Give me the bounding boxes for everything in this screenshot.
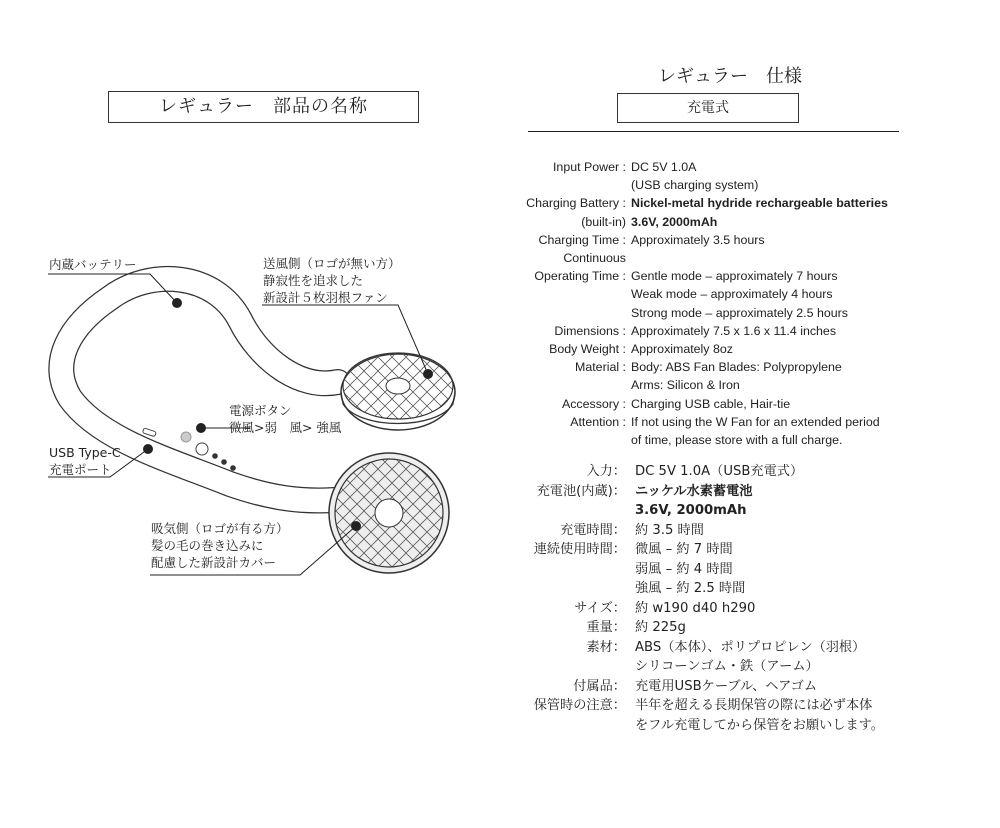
usb-port-label: USB Type-C 充電ポート <box>49 445 121 477</box>
spec-key: Material : <box>575 360 626 375</box>
spec-key: 連続使用時間： <box>533 542 626 557</box>
spec-value: Arms: Silicon & Iron <box>631 378 740 393</box>
spec-value: DC 5V 1.0A（USB充電式） <box>635 464 804 479</box>
spec-value: 3.6V, 2000mAh <box>635 503 747 518</box>
spec-subheading: 充電式 <box>617 93 799 123</box>
spec-value: 約 225g <box>635 620 686 635</box>
spec-key: Dimensions : <box>554 323 626 338</box>
spec-value: Approximately 7.5 x 1.6 x 11.4 inches <box>631 323 837 338</box>
spec-value: をフル充電してから保管をお願いします。 <box>635 717 884 733</box>
spec-value: Gentle mode – approximately 7 hours <box>631 269 838 284</box>
inlet-fan-label: 吸気側（ロゴが有る方） 髪の毛の巻き込みに 配慮した新設計カバー <box>151 521 289 570</box>
spec-value: ABS（本体）、ポリプロピレン（羽根） <box>635 639 866 655</box>
spec-value: (USB charging system) <box>631 178 759 193</box>
spec-key: Charging Time : <box>538 232 626 247</box>
spec-key: 充電池(内蔵)： <box>536 483 626 499</box>
spec-value: 弱風 – 約 4 時間 <box>635 561 733 577</box>
spec-value: Strong mode – approximately 2.5 hours <box>631 305 848 320</box>
spec-key: Accessory : <box>561 396 626 411</box>
spec-key: (built-in) <box>581 214 626 229</box>
spec-key: Input Power : <box>552 160 626 174</box>
spec-value: DC 5V 1.0A <box>631 160 697 174</box>
spec-key: サイズ： <box>574 600 626 616</box>
spec-value: of time, please store with a full charge. <box>631 433 843 447</box>
spec-value: Weak mode – approximately 4 hours <box>631 287 833 302</box>
spec-key: Charging Battery : <box>526 196 626 211</box>
spec-value: シリコーンゴム・鉄（アーム） <box>635 659 819 674</box>
spec-key: 素材： <box>586 639 626 655</box>
spec-value: 充電用USBケーブル、ヘアゴム <box>635 678 818 694</box>
spec-value: Nickel-metal hydride rechargeable batteries <box>631 196 888 211</box>
spec-value: 強風 – 約 2.5 時間 <box>635 581 746 596</box>
spec-value: 約 3.5 時間 <box>635 522 704 538</box>
spec-value: Approximately 8oz <box>631 342 733 356</box>
english-spec-list <box>0 158 1000 458</box>
spec-value: Charging USB cable, Hair-tie <box>631 396 791 411</box>
spec-value: Body: ABS Fan Blades: Polypropylene <box>631 360 842 375</box>
spec-key: 重量： <box>586 620 626 635</box>
spec-value: 半年を超える長期保管の際には必ず本体 <box>635 698 873 713</box>
spec-key: Body Weight : <box>549 342 626 356</box>
spec-value: 3.6V, 2000mAh <box>631 214 718 229</box>
divider <box>528 131 899 132</box>
spec-value: 約 w190 d40 h290 <box>635 600 756 616</box>
spec-key: Attention : <box>570 414 626 429</box>
spec-value: 微風 – 約 7 時間 <box>635 542 733 557</box>
spec-key: 充電時間： <box>560 522 626 538</box>
spec-key: 入力： <box>586 464 626 479</box>
spec-key: 保管時の注意： <box>533 698 626 713</box>
outlet-fan-label: 送風側（ロゴが無い方） 静寂性を追求した 新設計５枚羽根ファン <box>263 256 401 305</box>
spec-key: Operating Time : <box>534 269 626 284</box>
spec-key: Continuous <box>563 251 626 265</box>
battery-label: 内蔵バッテリー <box>49 257 137 272</box>
spec-value: Approximately 3.5 hours <box>631 232 765 247</box>
spec-heading: レギュラー 仕様 <box>658 66 802 87</box>
parts-title: レギュラー 部品の名称 <box>108 91 419 123</box>
japanese-spec-list <box>0 462 1000 752</box>
power-button-label: 電源ボタン 微風>弱 風> 強風 <box>229 403 342 435</box>
spec-key: 付属品： <box>573 678 626 694</box>
spec-value: ニッケル水素蓄電池 <box>635 483 753 499</box>
spec-value: If not using the W Fan for an extended period <box>631 414 880 429</box>
